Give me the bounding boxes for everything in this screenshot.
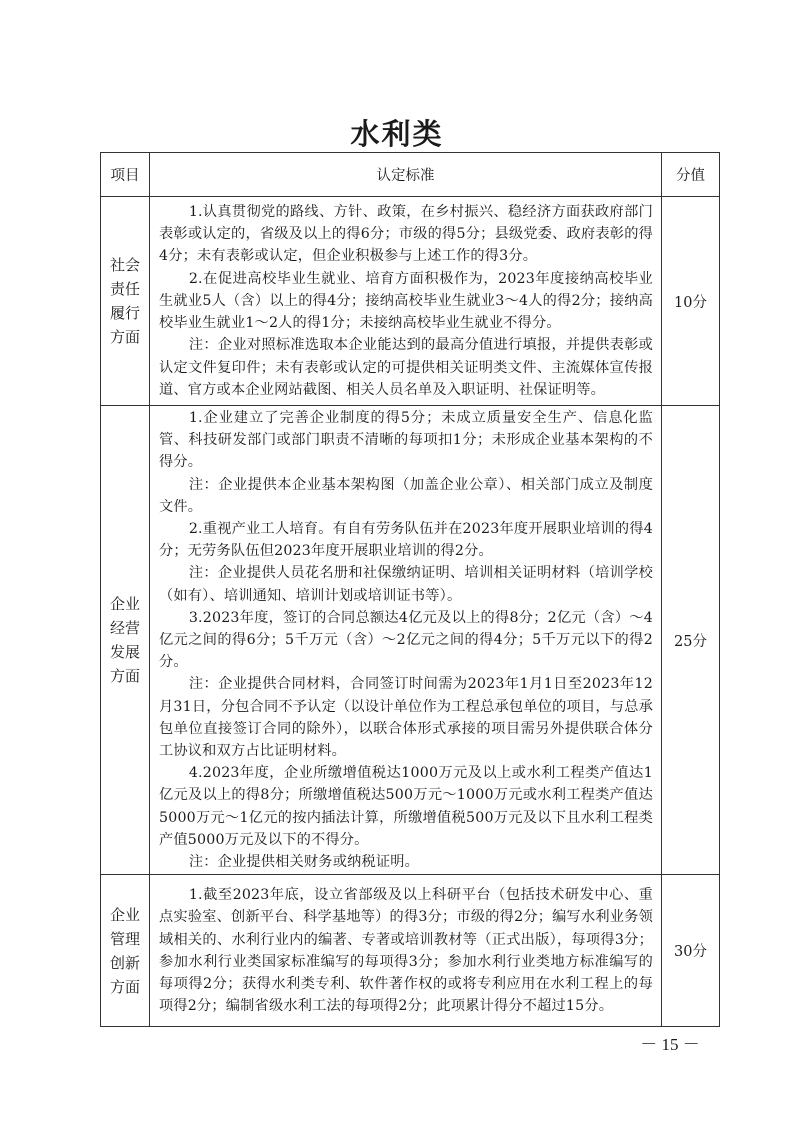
table-row [101, 197, 720, 406]
criteria-paragraph: 4.2023年度，企业所缴增值税达1000万元及以上或水利工程类产值达1亿元及以上的得8分；所缴增值税达500万元～1000万元或水利工程类产值达5000万元～1亿元的按内插法计算，所缴增值税500万元及以下且水利工程类产值5000万元及以下的不得分。 [159, 765, 653, 848]
criteria-note: 注：企业对照标准选取本企业能达到的最高分值进行填报，并提供表彰或认定文件复印件；未有表彰或认定的可提供相关证明类文件、主流媒体宣传报道、官方或本企业网站截图、相关人员名单及入职证明、社保证明等。 [159, 337, 653, 398]
criteria-cell [150, 197, 662, 406]
page-number: － 15 － [640, 1035, 700, 1054]
criteria-table [100, 152, 720, 1027]
criteria-cell [150, 406, 662, 875]
criteria-note: 注：企业提供本企业基本架构图（加盖企业公章）、相关部门成立及制度文件。 [159, 476, 653, 515]
criteria-paragraph: 1.认真贯彻党的路线、方针、政策，在乡村振兴、稳经济方面获政府部门表彰或认定的，省级及以上的得6分；市级的得5分；县级党委、政府表彰的得4分；未有表彰或认定，但企业积极参与上述工作的得3分。 [159, 204, 653, 265]
header-criteria: 认定标准 [150, 153, 662, 197]
header-item: 项目 [101, 153, 150, 197]
table-row [101, 406, 720, 875]
criteria-note: 注：企业提供合同材料，合同签订时间需为2023年1月1日至2023年12月31日，分包合同不予认定（以设计单位作为工程总承包单位的项目，与总承包单位直接签订合同的除外），以联合体形式承接的项目需另外提供联合体分工协议和双方占比证明材料。 [159, 676, 653, 760]
criteria-paragraph: 3.2023年度，签订的合同总额达4亿元及以上的得8分；2亿元（含）～4亿元之间的得6分；5千万元（含）～2亿元之间的得4分；5千万元以下的得2分。 [159, 609, 653, 671]
item-label: 企业 管理 创新 方面 [101, 875, 150, 1027]
criteria-note: 注：企业提供相关财务或纳税证明。 [188, 854, 420, 871]
score-value: 25分 [662, 406, 720, 875]
header-score: 分值 [662, 153, 720, 197]
document-title: 水利类 [350, 117, 444, 151]
criteria-paragraph: 2.重视产业工人培育。有自有劳务队伍并在2023年度开展职业培训的得4分；无劳务队伍但2023年度开展职业培训的得2分。 [159, 521, 653, 560]
criteria-paragraph: 2.在促进高校毕业生就业、培育方面积极作为，2023年度接纳高校毕业生就业5人（含）以上的得4分；接纳高校毕业生就业3～4人的得2分；接纳高校毕业生就业1～2人的得1分；未接纳高校毕业生就业不得分。 [159, 270, 653, 332]
criteria-note: 注：企业提供人员花名册和社保缴纳证明、培训相关证明材料（培训学校（如有）、培训通知、培训计划或培训证书等）。 [159, 565, 653, 604]
criteria-paragraph: 1.企业建立了完善企业制度的得5分；未成立质量安全生产、信息化监管、科技研发部门或部门职责不清晰的每项扣1分；未形成企业基本架构的不得分。 [159, 410, 653, 471]
score-value: 10分 [662, 197, 720, 406]
score-value: 30分 [662, 875, 720, 1027]
table-row [101, 875, 720, 1027]
criteria-paragraph: 1.截至2023年底，设立省部级及以上科研平台（包括技术研发中心、重点实验室、创新平台、科学基地等）的得3分；市级的得2分；编写水利业务领域相关的、水利行业内的编著、专著或培训教材等（正式出版），每项得3分；参加水利行业类国家标准编写的每项得3分；参加水利行业类地方标准编写的每项得2分；获得水利类专利、软件著作权的或将专利应用在水利工程上的每项得2分；编制省级水利工法的每项得2分；此项累计得分不超过15分。 [159, 887, 653, 1015]
criteria-cell [150, 875, 662, 1027]
table-header-row [101, 153, 720, 197]
item-label: 企业 经营 发展 方面 [101, 406, 150, 875]
item-label: 社会 责任 履行 方面 [101, 197, 150, 406]
